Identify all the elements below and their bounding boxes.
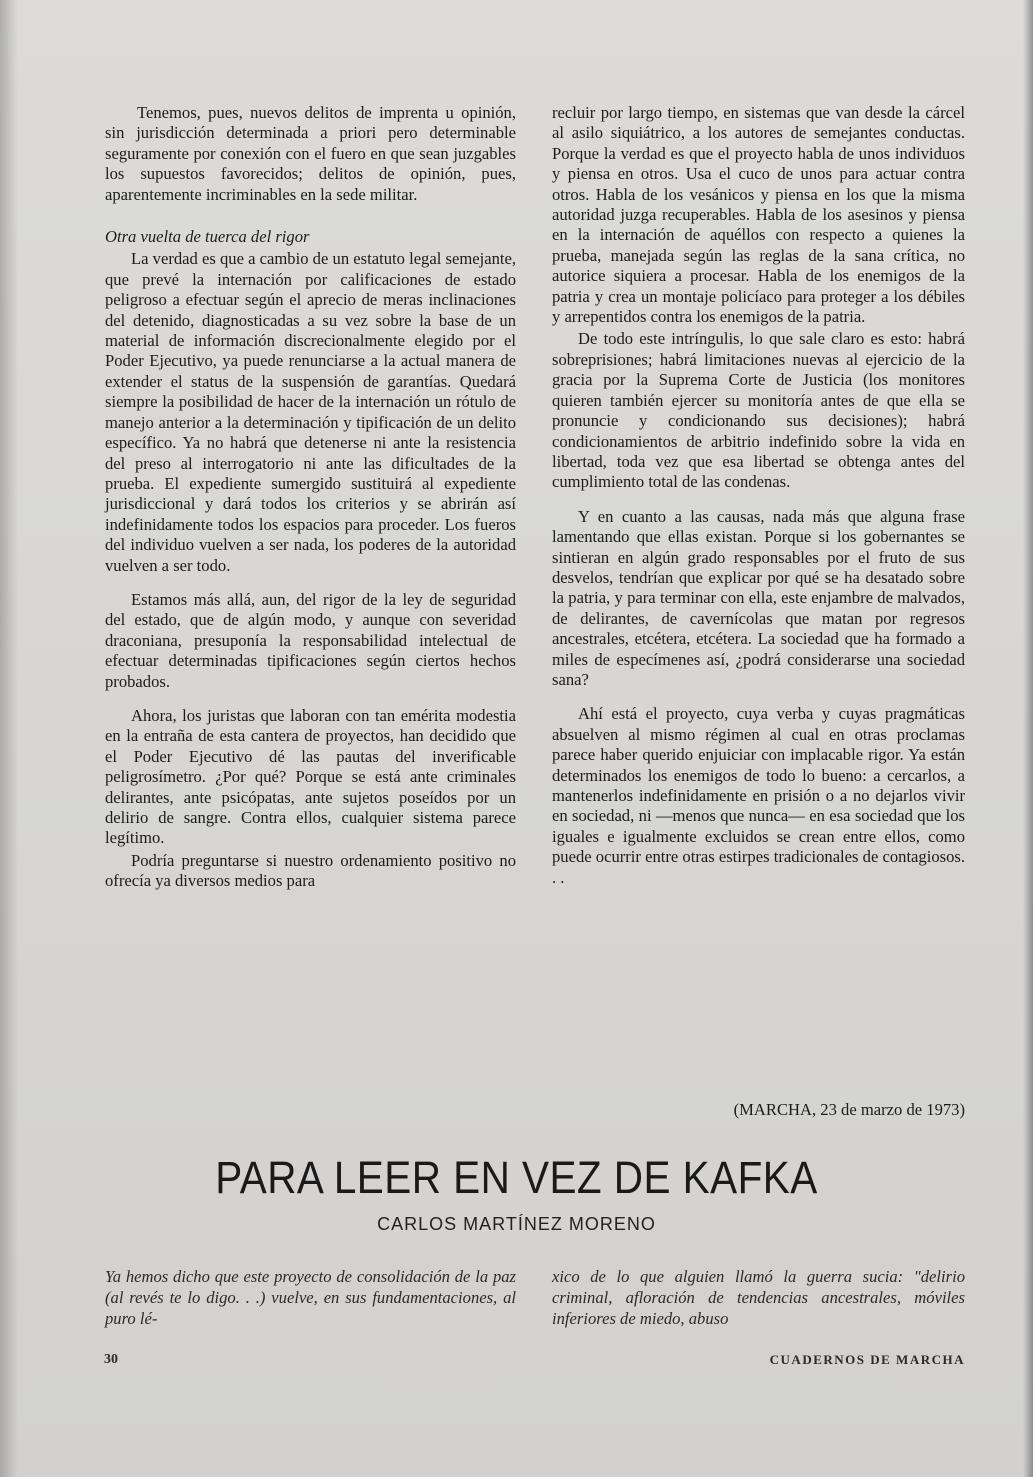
article-column-right	[552, 103, 965, 888]
page-number: 30	[104, 1352, 118, 1367]
paragraph: Podría preguntarse si nuestro ordenamiento positivo no ofrecía ya diversos medios para	[105, 850, 516, 891]
article-column-left	[105, 103, 516, 892]
intro-column-right: xico de lo que alguien llamó la guerra sucia: "delirio criminal, afloración de tendencias ancestrales, móviles inferiores de miedo, abuso	[552, 1267, 965, 1328]
paragraph: De todo este intríngulis, lo que sale claro es esto: habrá sobreprisiones; habrá limitaciones nuevas al ejercicio de la gracia por la Suprema Corte de Justicia (los monitores quieren también ejercer su monitoría antes de que ella se pronuncie y condicionando sus decisiones); habrá condicionamientos de arbitrio indefinido sobre la vida en libertad, toda vez que esa libertad se obtenga antes del cumplimiento total de las condenas.	[552, 329, 965, 492]
article-source: (MARCHA, 23 de marzo de 1973)	[733, 1100, 965, 1119]
paragraph: Tenemos, pues, nuevos delitos de imprenta u opinión, sin jurisdicción determinada a priori pero determinable seguramente por conexión con el fuero en que sean juzgables los supuestos favorecidos; delitos de opinión, pues, aparentemente incriminables en la sede militar.	[105, 103, 516, 204]
next-article-title: PARA LEER EN VEZ DE KAFKA	[215, 1152, 818, 1203]
page-shadow-left	[0, 0, 18, 1477]
journal-name: CUADERNOS DE MARCHA	[769, 1352, 965, 1367]
paragraph: Estamos más allá, aun, del rigor de la ley de seguridad del estado, que de algún modo, y aunque con severidad draconiana, presuponía la responsabilidad intelectual de efectuar determinadas tipificaciones según ciertos hechos probados.	[105, 589, 516, 691]
paragraph: Y en cuanto a las causas, nada más que alguna frase lamentando que ellas existan. Porque si los gobernantes se sintieran en algún grado responsables por el fruto de sus desvelos, tendrían que explicar por qué se ha desatado sobre la patria, y para terminar con ella, este enjambre de malvados, de delirantes, de cavernícolas que matan por regresos ancestrales, etcétera, etcétera. La sociedad que ha formado a miles de especímenes así, ¿podrá considerarse una sociedad sana?	[552, 506, 965, 689]
next-article-author: CARLOS MARTÍNEZ MORENO	[377, 1214, 656, 1234]
paragraph: Ahí está el proyecto, cuya verba y cuyas pragmáticas absuelven al mismo régimen al cual en otras proclamas parece haber querido enjuiciar con implacable rigor. Ya están determinados los enemigos de todo lo bueno: a cercarlos, a mantenerlos indefinidamente en prisión o a no dejarlos vivir en sociedad, ni —menos que nunca— en esa sociedad que los iguales e igualmente excluidos se crean entre ellos, como puede ocurrir entre otras estirpes tradicionales de contagiosos. . .	[552, 704, 965, 887]
paragraph: La verdad es que a cambio de un estatuto legal semejante, que prevé la internación por calificaciones de estado peligroso a efectuar según el aprecio de meras inclinaciones del detenido, diagnosticadas a su vez sobre la base de un material de información discrecionalmente elegido por el Poder Ejecutivo, ya puede renunciarse a la actual manera de extender el status de la suspensión de garantías. Quedará siempre la posibilidad de hacer de la internación un rótulo de manejo anterior a la determinación y tipificación de un delito específico. Ya no habrá que detenerse ni ante la resistencia del preso al interrogatorio ni ante las dificultades de la prueba. El expediente sumergido sustituirá al expediente jurisdiccional y dará todos los criterios y se abrirán así indefinidamente todos los espacios para proceder. Los fueros del individuo vuelven a ser nada, los poderes de la autoridad vuelven a ser todo.	[105, 249, 516, 575]
page-shadow-right	[1023, 0, 1033, 1477]
paragraph: Ahora, los juristas que laboran con tan emérita modestia en la entraña de esta cantera de proyectos, han decidido que el Poder Ejecutivo dé las pautas del inverificable peligrosímetro. ¿Por qué? Porque se está ante criminales delirantes, ante psicópatas, ante sujetos poseídos por un delirio de sangre. Contra ellos, cualquier sistema parece legítimo.	[105, 705, 516, 848]
intro-column-left: Ya hemos dicho que este proyecto de consolidación de la paz (al revés te lo digo. . .) vuelve, en sus fundamentaciones, al puro lé-	[105, 1267, 516, 1328]
section-subheading: Otra vuelta de tuerca del rigor	[105, 227, 310, 247]
paragraph: recluir por largo tiempo, en sistemas que van desde la cárcel al asilo siquiátrico, a los autores de semejantes conductas. Porque la verdad es que el proyecto habla de unos individuos y piensa en otros. Usa el cuco de unos para actuar contra otros. Habla de los vesánicos y piensa en los que la misma autoridad juzga recuperables. Habla de los asesinos y piensa en la internación de aquéllos con respecto a quienes la prueba, manejada según las reglas de la sana crítica, no autorice siquiera a procesar. Habla de los enemigos de la patria y crea un montaje policíaco para proteger a los débiles y arrepentidos contra los enemigos de la patria.	[552, 103, 965, 327]
